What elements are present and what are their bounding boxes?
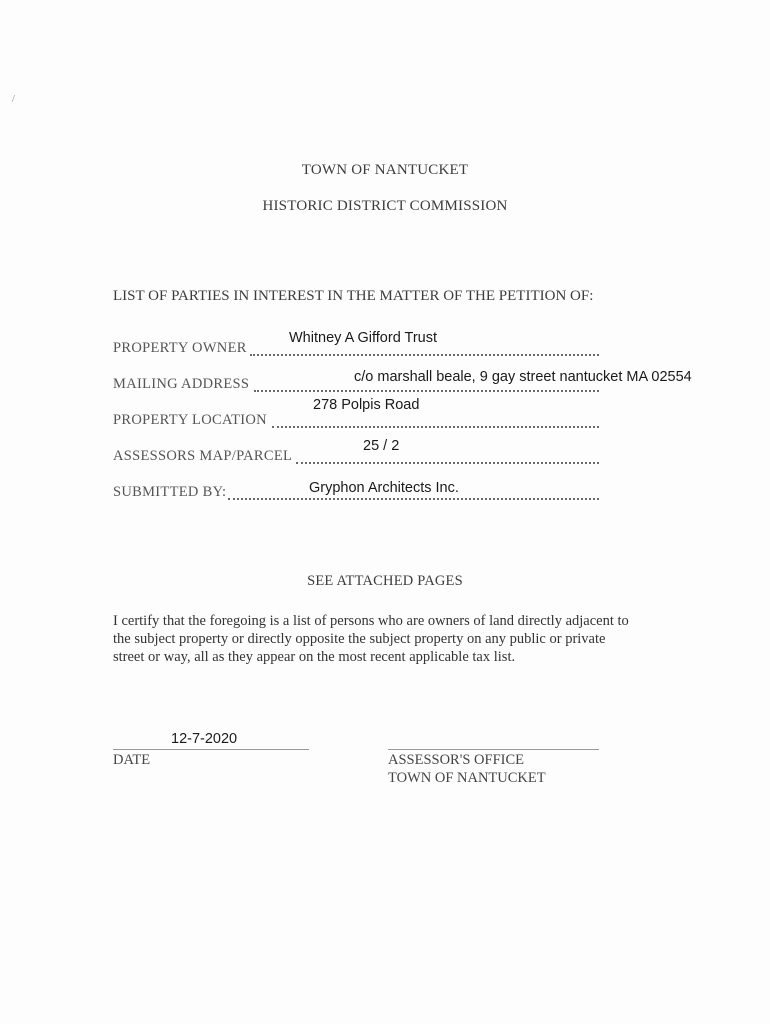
mailing-address-line (254, 388, 599, 392)
scan-mark: / (12, 94, 15, 105)
commission-heading: HISTORIC DISTRICT COMMISSION (262, 198, 508, 214)
date-label: DATE (113, 752, 151, 768)
property-location-line (272, 424, 599, 428)
date-value: 12-7-2020 (171, 731, 238, 747)
assessors-map-value: 25 / 2 (363, 438, 400, 454)
assessor-signature-line (388, 749, 599, 750)
property-location-label: PROPERTY LOCATION (113, 412, 267, 428)
assessors-map-line (296, 460, 599, 464)
submitted-by-label: SUBMITTED BY: (113, 484, 227, 500)
property-owner-label: PROPERTY OWNER (113, 340, 247, 356)
town-heading: TOWN OF NANTUCKET (301, 162, 469, 178)
see-attached-note: SEE ATTACHED PAGES (307, 573, 463, 589)
property-owner-line (250, 352, 599, 356)
assessor-town-label: TOWN OF NANTUCKET (388, 770, 546, 786)
certification-text: I certify that the foregoing is a list of persons who are owners of land directly adjacent to the subject property or directly opposite the subject property on any public or private street or way, all as they appear on the most recent applicable tax list. (113, 613, 629, 665)
petition-intro: LIST OF PARTIES IN INTEREST IN THE MATTER OF THE PETITION OF: (113, 288, 594, 304)
mailing-address-value: c/o marshall beale, 9 gay street nantucket MA 02554 (354, 369, 692, 385)
property-owner-value: Whitney A Gifford Trust (289, 330, 438, 346)
submitted-by-value: Gryphon Architects Inc. (309, 480, 459, 496)
submitted-by-line (228, 496, 599, 500)
assessor-office-label: ASSESSOR'S OFFICE (388, 752, 524, 768)
property-location-value: 278 Polpis Road (313, 397, 420, 413)
mailing-address-label: MAILING ADDRESS (113, 376, 250, 392)
assessors-map-label: ASSESSORS MAP/PARCEL (113, 448, 293, 464)
date-signature-line (113, 749, 309, 750)
